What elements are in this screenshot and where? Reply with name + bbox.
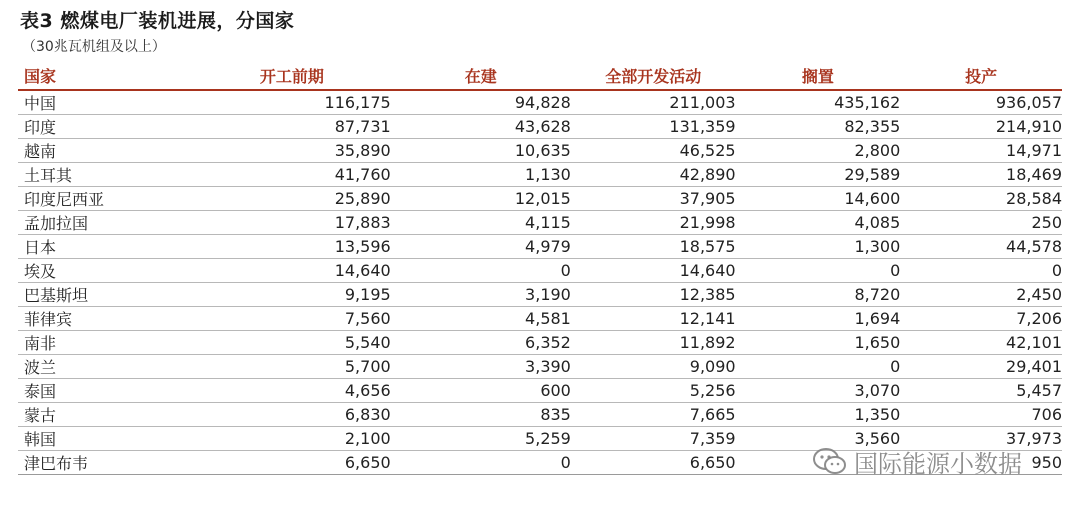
pre-construction-cell: 5,540 [193, 331, 391, 355]
country-cell: 韩国 [18, 427, 193, 451]
table-row [18, 90, 1062, 115]
operating-cell: 5,457 [900, 379, 1062, 403]
under-construction-cell: 835 [391, 403, 571, 427]
pre-construction-cell: 116,175 [193, 90, 391, 115]
under-construction-cell: 3,190 [391, 283, 571, 307]
operating-cell: 18,469 [900, 163, 1062, 187]
shelved-cell: 4,085 [736, 211, 901, 235]
under-construction-cell: 3,390 [391, 355, 571, 379]
country-cell: 孟加拉国 [18, 211, 193, 235]
total-development-cell: 12,385 [571, 283, 736, 307]
column-header-pre-construction: 开工前期 [193, 62, 391, 90]
operating-cell: 936,057 [900, 90, 1062, 115]
under-construction-cell: 10,635 [391, 139, 571, 163]
pre-construction-cell: 4,656 [193, 379, 391, 403]
under-construction-cell: 94,828 [391, 90, 571, 115]
country-cell: 巴基斯坦 [18, 283, 193, 307]
table-subtitle: （30兆瓦机组及以上） [22, 39, 166, 55]
table-row [18, 235, 1062, 259]
total-development-cell: 7,665 [571, 403, 736, 427]
operating-cell: 37,973 [900, 427, 1062, 451]
total-development-cell: 9,090 [571, 355, 736, 379]
pre-construction-cell: 6,650 [193, 451, 391, 475]
under-construction-cell: 1,130 [391, 163, 571, 187]
column-header-total-development: 全部开发活动 [571, 62, 736, 90]
table-row [18, 211, 1062, 235]
table-row [18, 139, 1062, 163]
table-row [18, 283, 1062, 307]
total-development-cell: 7,359 [571, 427, 736, 451]
operating-cell: 14,971 [900, 139, 1062, 163]
shelved-cell: 1,694 [736, 307, 901, 331]
table-row [18, 379, 1062, 403]
shelved-cell: 435,162 [736, 90, 901, 115]
table-row [18, 259, 1062, 283]
pre-construction-cell: 9,195 [193, 283, 391, 307]
total-development-cell: 21,998 [571, 211, 736, 235]
total-development-cell: 42,890 [571, 163, 736, 187]
total-development-cell: 11,892 [571, 331, 736, 355]
operating-cell: 214,910 [900, 115, 1062, 139]
under-construction-cell: 4,115 [391, 211, 571, 235]
shelved-cell: 82,355 [736, 115, 901, 139]
watermark [812, 444, 1022, 479]
total-development-cell: 6,650 [571, 451, 736, 475]
total-development-cell: 211,003 [571, 90, 736, 115]
country-cell: 越南 [18, 139, 193, 163]
country-cell: 日本 [18, 235, 193, 259]
table-row [18, 355, 1062, 379]
shelved-cell: 2,800 [736, 139, 901, 163]
country-cell: 印度尼西亚 [18, 187, 193, 211]
pre-construction-cell: 5,700 [193, 355, 391, 379]
country-cell: 埃及 [18, 259, 193, 283]
table-row [18, 403, 1062, 427]
operating-cell: 7,206 [900, 307, 1062, 331]
wechat-icon [812, 447, 848, 477]
operating-cell: 0 [900, 259, 1062, 283]
table-row [18, 187, 1062, 211]
operating-cell: 250 [900, 211, 1062, 235]
pre-construction-cell: 41,760 [193, 163, 391, 187]
under-construction-cell: 4,581 [391, 307, 571, 331]
pre-construction-cell: 14,640 [193, 259, 391, 283]
watermark-text: 国际能源小数据 [854, 450, 1022, 478]
column-header-shelved: 搁置 [736, 62, 901, 90]
pre-construction-cell: 87,731 [193, 115, 391, 139]
table-row [18, 163, 1062, 187]
under-construction-cell: 5,259 [391, 427, 571, 451]
shelved-cell: 0 [736, 355, 901, 379]
pre-construction-cell: 17,883 [193, 211, 391, 235]
table-row [18, 115, 1062, 139]
column-header-under-construction: 在建 [391, 62, 571, 90]
under-construction-cell: 600 [391, 379, 571, 403]
column-header-country: 国家 [18, 62, 193, 90]
table-row [18, 307, 1062, 331]
operating-cell: 706 [900, 403, 1062, 427]
under-construction-cell: 4,979 [391, 235, 571, 259]
total-development-cell: 14,640 [571, 259, 736, 283]
country-cell: 印度 [18, 115, 193, 139]
country-cell: 南非 [18, 331, 193, 355]
pre-construction-cell: 25,890 [193, 187, 391, 211]
pre-construction-cell: 35,890 [193, 139, 391, 163]
country-cell: 泰国 [18, 379, 193, 403]
operating-cell: 29,401 [900, 355, 1062, 379]
operating-cell: 950 [900, 451, 1062, 475]
pre-construction-cell: 2,100 [193, 427, 391, 451]
country-cell: 蒙古 [18, 403, 193, 427]
country-cell: 菲律宾 [18, 307, 193, 331]
shelved-cell: 0 [736, 259, 901, 283]
table-title: 表3 燃煤电厂装机进展，分国家 [20, 10, 295, 32]
total-development-cell: 46,525 [571, 139, 736, 163]
shelved-cell: 14,600 [736, 187, 901, 211]
operating-cell: 28,584 [900, 187, 1062, 211]
country-cell: 津巴布韦 [18, 451, 193, 475]
coal-plant-table [18, 62, 1062, 475]
total-development-cell: 12,141 [571, 307, 736, 331]
under-construction-cell: 12,015 [391, 187, 571, 211]
shelved-cell: 1,350 [736, 403, 901, 427]
country-cell: 土耳其 [18, 163, 193, 187]
shelved-cell: 1,300 [736, 235, 901, 259]
header-row [18, 62, 1062, 90]
pre-construction-cell: 7,560 [193, 307, 391, 331]
shelved-cell: 3,070 [736, 379, 901, 403]
under-construction-cell: 0 [391, 451, 571, 475]
country-cell: 中国 [18, 90, 193, 115]
table-body [18, 90, 1062, 475]
total-development-cell: 5,256 [571, 379, 736, 403]
total-development-cell: 18,575 [571, 235, 736, 259]
under-construction-cell: 43,628 [391, 115, 571, 139]
pre-construction-cell: 6,830 [193, 403, 391, 427]
under-construction-cell: 6,352 [391, 331, 571, 355]
total-development-cell: 37,905 [571, 187, 736, 211]
shelved-cell: 3,560 [736, 427, 901, 451]
under-construction-cell: 0 [391, 259, 571, 283]
operating-cell: 42,101 [900, 331, 1062, 355]
operating-cell: 44,578 [900, 235, 1062, 259]
column-header-operating: 投产 [900, 62, 1062, 90]
shelved-cell: 8,720 [736, 283, 901, 307]
country-cell: 波兰 [18, 355, 193, 379]
shelved-cell: 29,589 [736, 163, 901, 187]
table-row [18, 331, 1062, 355]
total-development-cell: 131,359 [571, 115, 736, 139]
shelved-cell: 1,650 [736, 331, 901, 355]
operating-cell: 2,450 [900, 283, 1062, 307]
pre-construction-cell: 13,596 [193, 235, 391, 259]
